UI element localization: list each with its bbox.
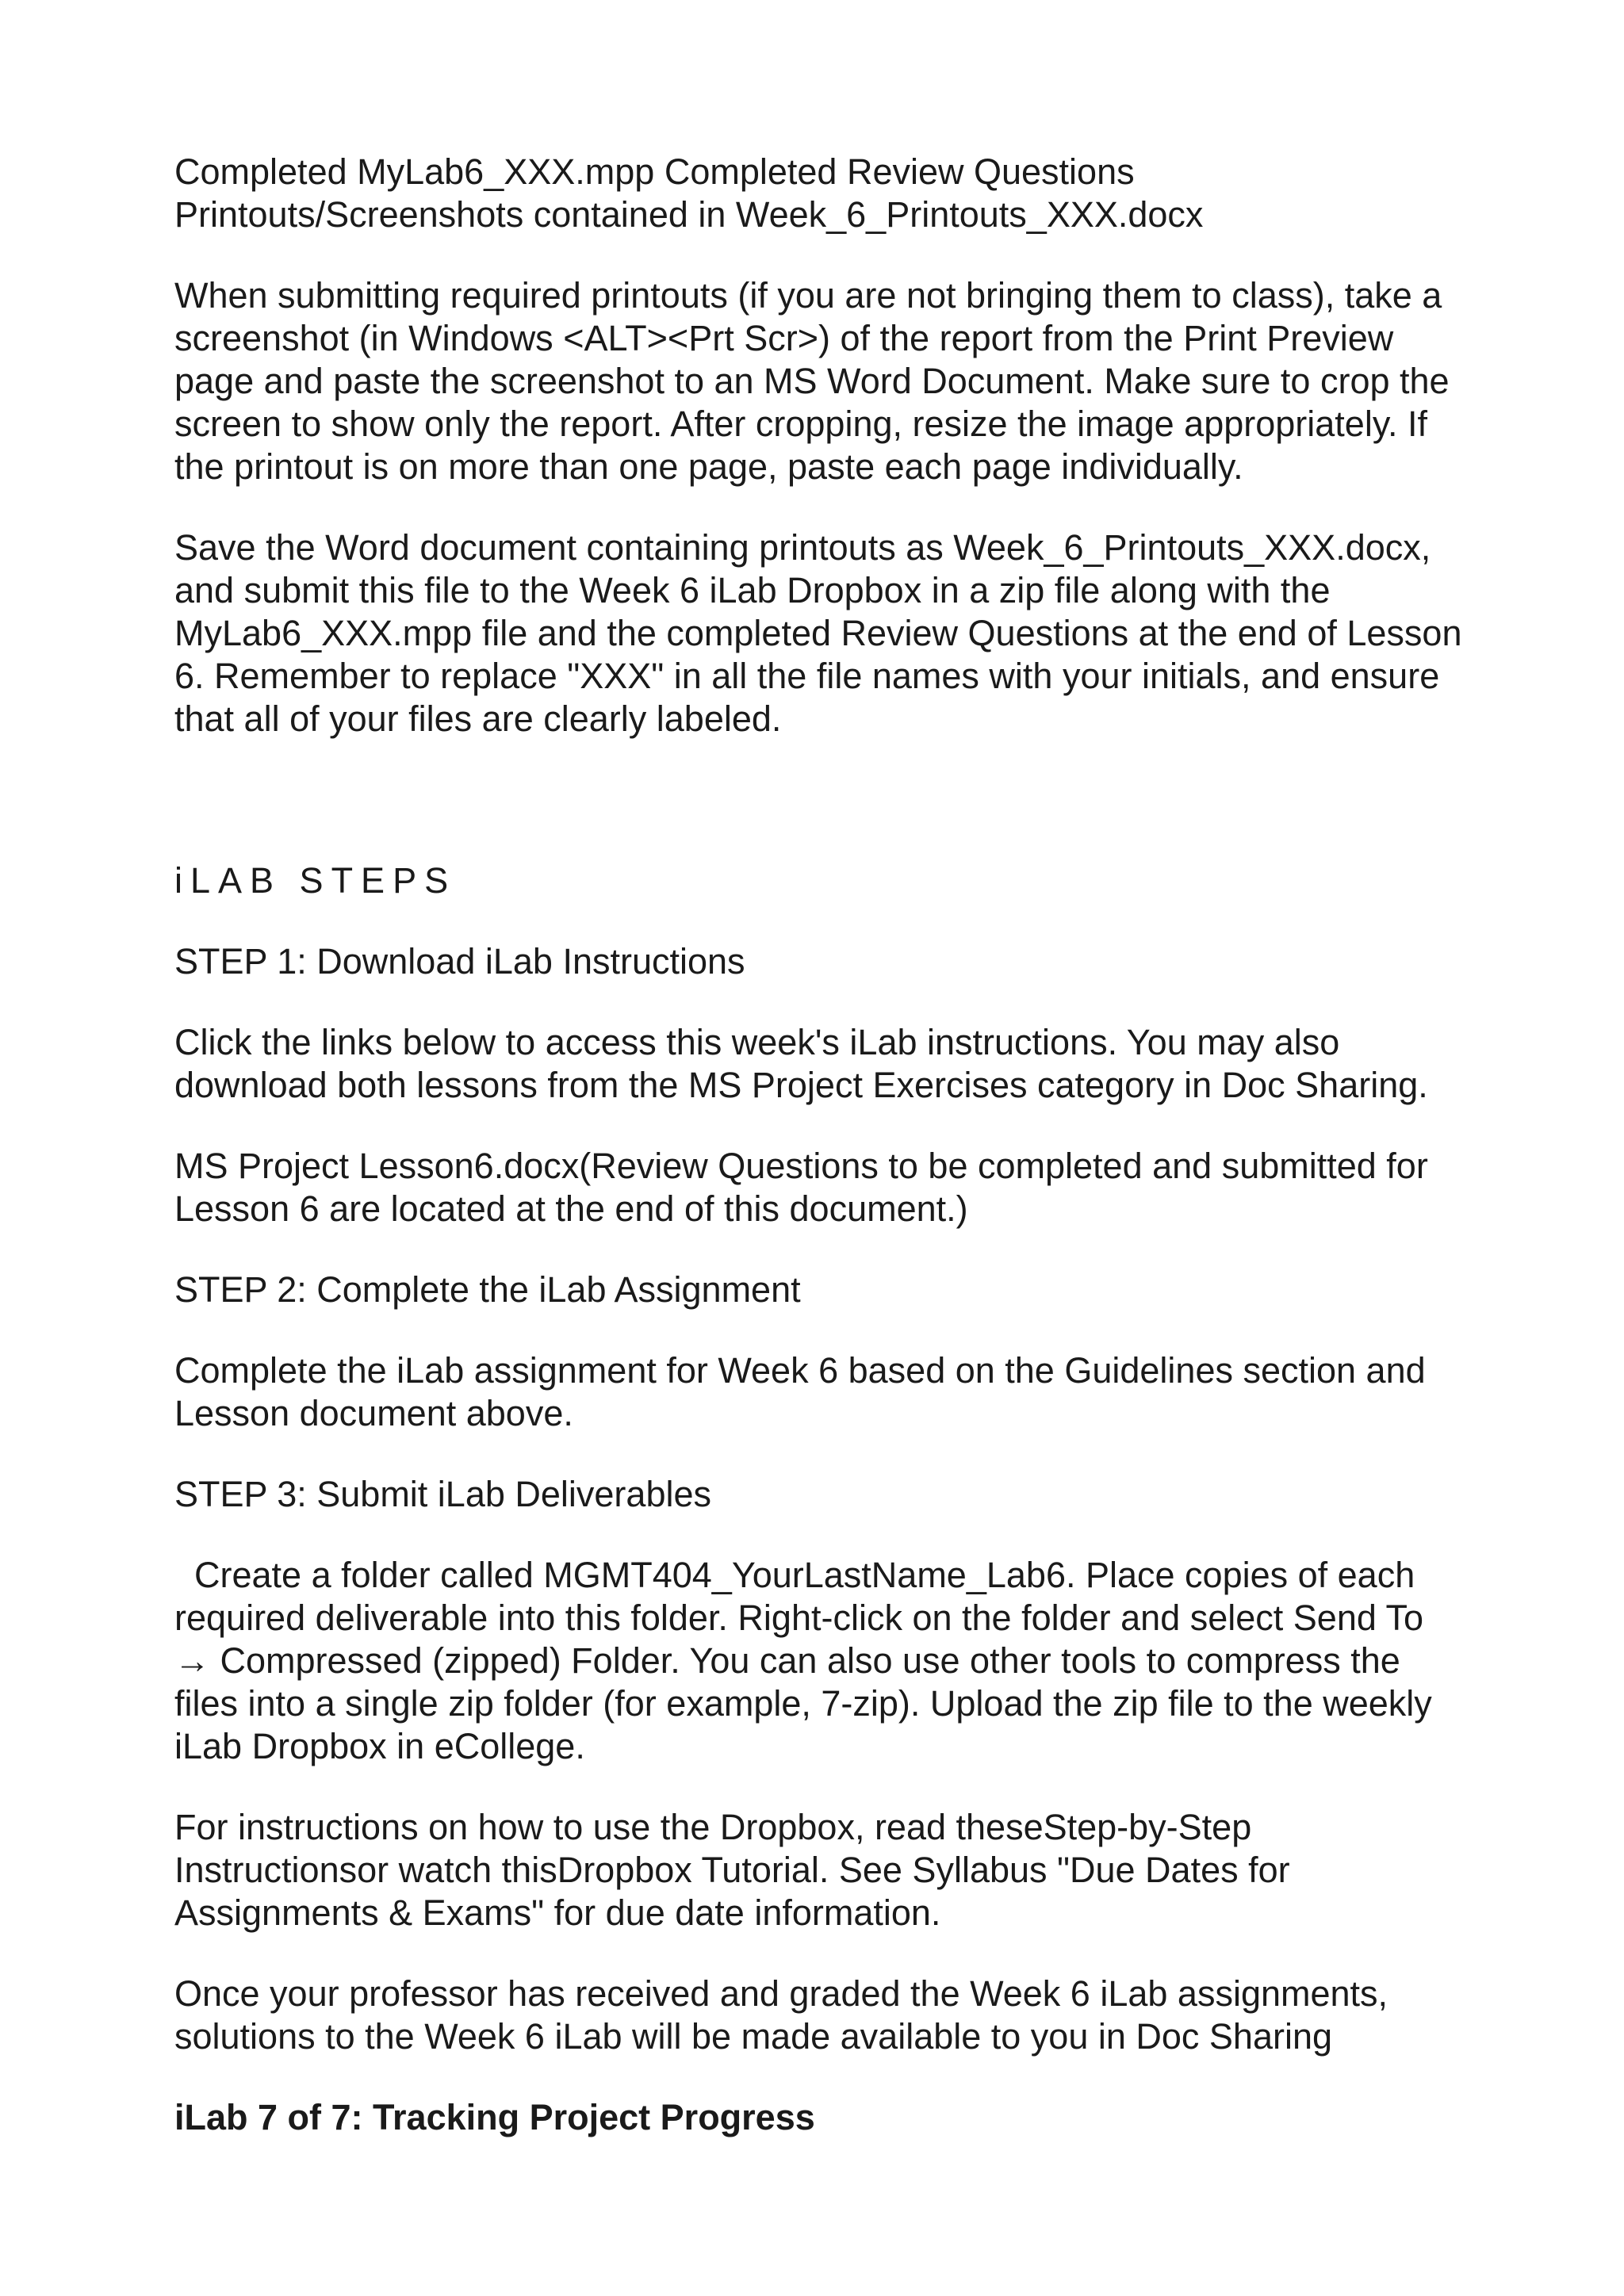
text-line: Save the Word document containing printouts as Week_6_Printouts_XXX.docx, <box>174 527 1431 568</box>
step1-title: STEP 1: Download iLab Instructions <box>174 941 745 982</box>
text-line: and submit this file to the Week 6 iLab Dropbox in a zip file along with the <box>174 570 1331 610</box>
text-line: For instructions on how to use the Dropbox, read theseStep-by-Step <box>174 1807 1252 1847</box>
document-page <box>174 151 1522 2139</box>
step1-body <box>174 1021 1522 1107</box>
deliverables-paragraph <box>174 151 1522 236</box>
text-line: the printout is on more than one page, paste each page individually. <box>174 446 1243 487</box>
text-line: Printouts/Screenshots contained in Week_6_Printouts_XXX.docx <box>174 194 1204 235</box>
text-line: Lesson document above. <box>174 1393 573 1433</box>
text-line: Once your professor has received and graded the Week 6 iLab assignments, <box>174 1973 1388 2014</box>
dropbox-instructions-paragraph <box>174 1806 1522 1934</box>
text-line: Complete the iLab assignment for Week 6 based on the Guidelines section and <box>174 1350 1426 1391</box>
lesson-document-link[interactable] <box>174 1145 1522 1230</box>
text-line: iLab Dropbox in eCollege. <box>174 1726 585 1766</box>
text-line: files into a single zip folder (for example, 7-zip). Upload the zip file to the weekly <box>174 1683 1432 1724</box>
step3-title: STEP 3: Submit iLab Deliverables <box>174 1474 711 1514</box>
text-line: Click the links below to access this week's iLab instructions. You may also <box>174 1022 1340 1062</box>
text-line: MS Project Lesson6.docx(Review Questions to be completed and submitted for <box>174 1146 1428 1186</box>
text-line: that all of your files are clearly labeled. <box>174 698 782 739</box>
text-line: When submitting required printouts (if you are not bringing them to class), take a <box>174 275 1442 316</box>
submitting-paragraph <box>174 274 1522 488</box>
solutions-paragraph <box>174 1973 1522 2058</box>
step2-body <box>174 1349 1522 1435</box>
text-line: MyLab6_XXX.mpp file and the completed Review Questions at the end of Lesson <box>174 613 1462 653</box>
step3-body <box>174 1554 1522 1768</box>
ilab7-heading: iLab 7 of 7: Tracking Project Progress <box>174 2097 815 2137</box>
text-line: page and paste the screenshot to an MS Word Document. Make sure to crop the <box>174 361 1450 401</box>
text-line: required deliverable into this folder. Right-click on the folder and select Send To <box>174 1598 1424 1638</box>
text-line: 6. Remember to replace "XXX" in all the file names with your initials, and ensure <box>174 656 1440 696</box>
text-line: Completed MyLab6_XXX.mpp Completed Review Questions <box>174 151 1135 192</box>
text-line: Lesson 6 are located at the end of this document.) <box>174 1188 968 1229</box>
ilab-steps-heading: iLAB STEPS <box>174 860 457 901</box>
text-line: screenshot (in Windows <ALT><Prt Scr>) of the report from the Print Preview <box>174 318 1394 358</box>
text-line: Create a folder called MGMT404_YourLastName_Lab6. Place copies of each <box>174 1555 1415 1595</box>
text-line: → Compressed (zipped) Folder. You can also use other tools to compress the <box>174 1640 1400 1681</box>
text-line: screen to show only the report. After cropping, resize the image appropriately. If <box>174 404 1427 444</box>
save-paragraph <box>174 526 1522 740</box>
text-line: solutions to the Week 6 iLab will be made available to you in Doc Sharing <box>174 2016 1333 2057</box>
text-line: Instructionsor watch thisDropbox Tutorial. See Syllabus "Due Dates for <box>174 1850 1290 1890</box>
text-line: Assignments & Exams" for due date information. <box>174 1892 941 1933</box>
step2-title: STEP 2: Complete the iLab Assignment <box>174 1269 801 1310</box>
text-line: download both lessons from the MS Project Exercises category in Doc Sharing. <box>174 1065 1428 1105</box>
